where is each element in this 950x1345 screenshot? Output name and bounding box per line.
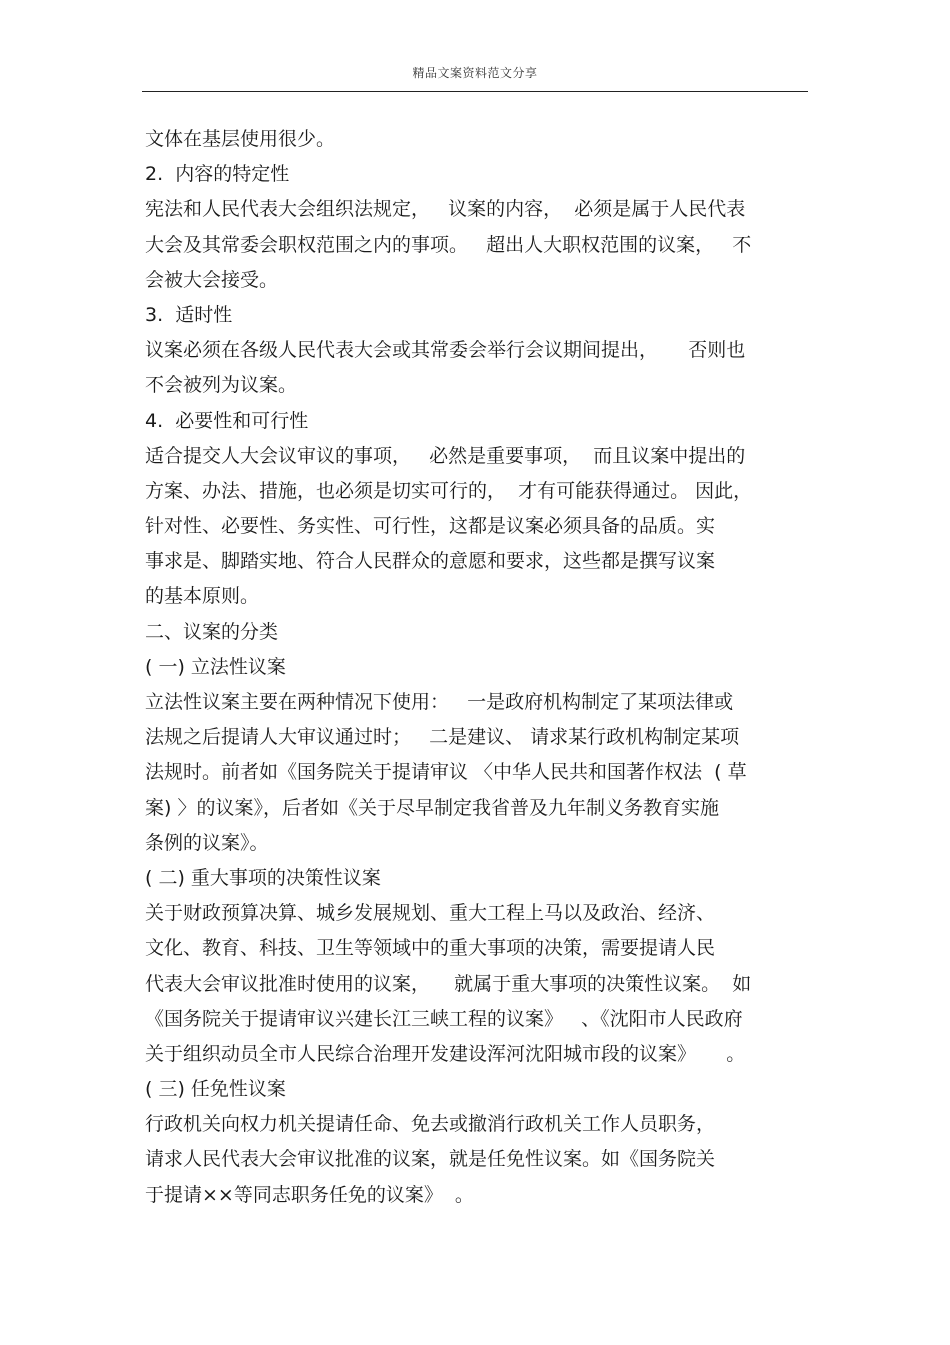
- text-line: 宪法和人民代表大会组织法规定， 议案的内容， 必须是属于人民代表: [145, 198, 746, 221]
- text-line: 法规时。前者如《国务院关于提请审议 〈中华人民共和国著作权法 ( 草: [145, 761, 747, 784]
- page-header: 精品文案资料范文分享: [412, 66, 538, 80]
- text-line: 《国务院关于提请审议兴建长江三峡工程的议案》 、《沈阳市人民政府: [145, 1007, 743, 1030]
- text-line: 会被大会接受。: [145, 268, 279, 291]
- text-line: 关于财政预算决算、城乡发展规划、重大工程上马以及政治、经济、: [145, 902, 716, 925]
- text-line: 法规之后提请人大审议通过时； 二是建议、 请求某行政机构制定某项: [145, 726, 740, 749]
- text-line: 3. 适时性: [145, 303, 233, 326]
- text-line: 2. 内容的特定性: [145, 163, 290, 186]
- text-line: 议案必须在各级人民代表大会或其常委会举行会议期间提出， 否则也: [145, 339, 746, 362]
- text-line: 适合提交人大会议审议的事项， 必然是重要事项， 而且议案中提出的: [145, 444, 746, 467]
- text-line: 针对性、必要性、务实性、可行性，这都是议案必须具备的品质。实: [145, 515, 716, 538]
- text-line: 关于组织动员全市人民综合治理开发建设浑河沈阳城市段的议案》 。: [145, 1042, 746, 1065]
- text-line: 方案、办法、措施，也必须是切实可行的， 才有可能获得通过。 因此，: [145, 479, 753, 502]
- text-line: ( 二) 重大事项的决策性议案: [145, 866, 381, 889]
- text-line: 的基本原则。: [145, 585, 260, 608]
- text-line: 案) 〉的议案》，后者如《关于尽早制定我省普及九年制义务教育实施: [145, 796, 719, 819]
- text-line: 条例的议案》。: [145, 831, 269, 854]
- text-line: 立法性议案主要在两种情况下使用： 一是政府机构制定了某项法律或: [145, 691, 734, 713]
- text-line: 不会被列为议案。: [145, 374, 298, 397]
- text-line: 大会及其常委会职权范围之内的事项。 超出人大职权范围的议案， 不: [145, 233, 752, 256]
- header-divider: [142, 91, 808, 92]
- text-line: ( 一) 立法性议案: [145, 655, 286, 678]
- text-line: 请求人民代表大会审议批准的议案，就是任免性议案。如《国务院关: [145, 1148, 716, 1171]
- document-body: [145, 122, 810, 1213]
- text-line: 行政机关向权力机关提请任命、免去或撤消行政机关工作人员职务，: [145, 1113, 716, 1136]
- text-line: 文化、教育、科技、卫生等领域中的重大事项的决策，需要提请人民: [145, 937, 716, 960]
- text-line: 事求是、脚踏实地、符合人民群众的意愿和要求，这些都是撰写议案: [145, 550, 716, 573]
- text-line: 于提请××等同志职务任免的议案》 。: [145, 1183, 474, 1206]
- text-line: 文体在基层使用很少。: [145, 128, 336, 150]
- text-line: ( 三) 任免性议案: [145, 1078, 286, 1101]
- text-line: 二、议案的分类: [145, 620, 279, 643]
- text-line: 4. 必要性和可行性: [145, 409, 309, 432]
- text-line: 代表大会审议批准时使用的议案， 就属于重大事项的决策性议案。 如: [145, 972, 752, 995]
